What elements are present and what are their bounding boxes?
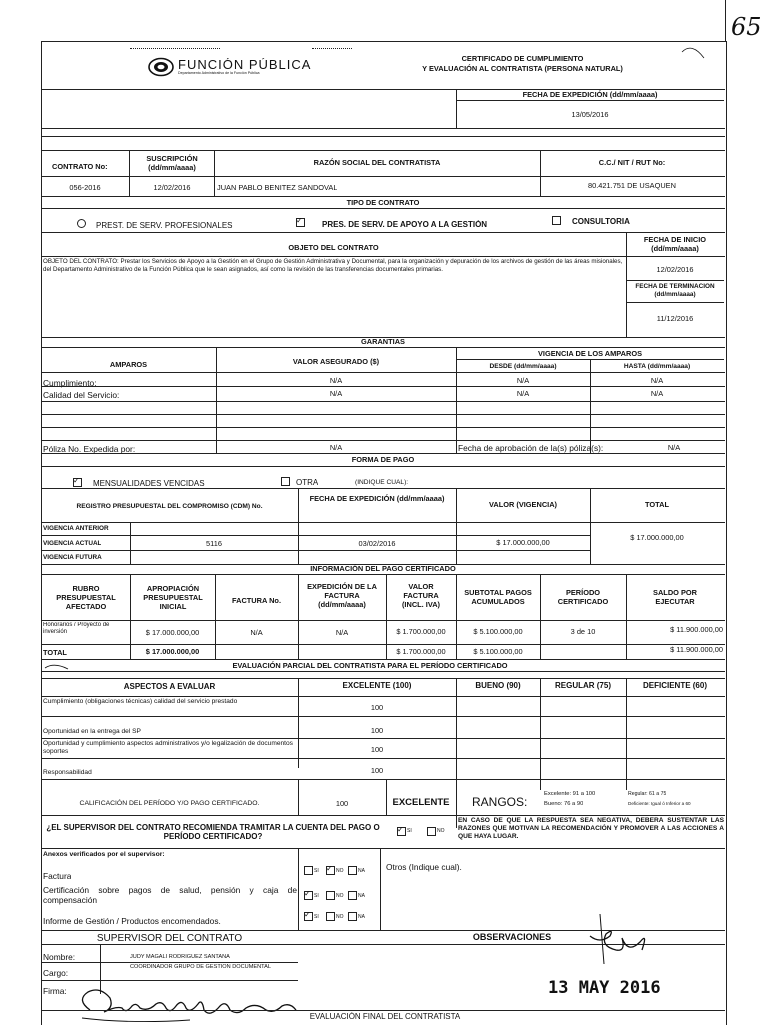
col-rubro: RUBRO PRESUPUESTAL AFECTADO	[56, 584, 116, 611]
vigencia-anterior: VIGENCIA ANTERIOR	[43, 525, 109, 532]
cargo-value: COORDINADOR GRUPO DE GESTION DOCUMENTAL	[130, 964, 271, 970]
valor-vigencia-label: VALOR (VIGENCIA)	[488, 500, 558, 509]
annexes-label: Anexos verificados por el supervisor:	[43, 851, 165, 858]
observaciones-label: OBSERVACIONES	[472, 932, 552, 942]
amparos-label: AMPAROS	[109, 360, 148, 369]
checkbox-consultoria[interactable]	[552, 216, 561, 225]
otros-label: Otros (Indique cual).	[386, 862, 462, 872]
issue-date-label: FECHA DE EXPEDICIÓN (dd/mm/aaaa)	[522, 90, 658, 99]
bueno-label: BUENO (90)	[475, 681, 521, 690]
doc-title-line1: CERTIFICADO DE CUMPLIMIENTO	[461, 54, 584, 63]
logo-text: FUNCIÓN PÚBLICA	[178, 58, 312, 72]
logo-emblem-icon	[148, 57, 174, 77]
check-mark-icon: ✓	[397, 825, 404, 834]
check-mark-icon: ✓	[326, 864, 333, 873]
checkbox-otra[interactable]	[281, 477, 290, 486]
annex-factura: Factura	[43, 871, 72, 881]
check-mark-icon: ✓	[304, 910, 311, 919]
subscription-value: 12/02/2016	[153, 183, 191, 192]
informe-no-label: NO	[336, 914, 344, 920]
supervisor-label: SUPERVISOR DEL CONTRATO	[96, 933, 243, 944]
recommendation-question: ¿EL SUPERVISOR DEL CONTRATO RECOMIENDA TRAMITAR LA CUENTA DEL PAGO O PERÍODO CERTIFICADO?	[46, 823, 380, 841]
nombre-label: Nombre:	[43, 952, 76, 962]
approval-label: Fecha de aprobación de la(s) póliza(s):	[458, 443, 604, 453]
eval-score: 100	[370, 726, 384, 735]
calificacion-label: CALIFICACIÓN DEL PERÍODO Y/O PAGO CERTIFICADO.	[79, 800, 260, 807]
contract-number-value: 056-2016	[69, 183, 101, 192]
guarantee-row-desde: N/A	[516, 389, 530, 398]
end-date-label: FECHA DE TERMINACIÓN (dd/mm/aaaa)	[635, 283, 715, 298]
start-date-label: FECHA DE INICIO (dd/mm/aaaa)	[643, 235, 707, 253]
hasta-label: HASTA (dd/mm/aaaa)	[623, 363, 691, 370]
row-rubro: Honorarios / Proyecto de inversión	[43, 622, 110, 635]
guarantee-row-amparo: Calidad del Servicio:	[43, 390, 120, 400]
annex-informe: Informe de Gestión / Productos encomendados.	[43, 916, 221, 926]
checkbox-certificacion-no[interactable]	[326, 891, 335, 900]
start-date-value: 12/02/2016	[656, 265, 694, 274]
total-row-label: TOTAL	[43, 648, 67, 657]
check-mark-icon: ✓	[296, 216, 303, 225]
company-value: JUAN PABLO BENITEZ SANDOVAL	[217, 183, 338, 192]
option-otra: OTRA	[296, 478, 319, 487]
factura-no-label: NO	[336, 868, 344, 874]
rango-regular: Regular: 61 a 75	[628, 791, 667, 797]
guarantee-row-valor: N/A	[329, 389, 343, 398]
row-expedicion: N/A	[335, 628, 349, 637]
id-value: 80.421.751 DE USAQUEN	[588, 181, 676, 190]
margin-line	[725, 0, 726, 41]
actual-valor: $ 17.000.000,00	[496, 538, 550, 547]
rango-bueno: Bueno: 76 a 90	[544, 801, 584, 807]
row-valor: $ 1.700.000,00	[396, 627, 446, 636]
page-number: 65	[731, 14, 762, 40]
radio-prest-profesionales[interactable]	[77, 219, 86, 228]
total-label: TOTAL	[645, 500, 669, 509]
vigencia-futura: VIGENCIA FUTURA	[43, 554, 102, 561]
guarantee-row-amparo: Cumplimiento:	[43, 378, 97, 388]
checkbox-informe-na[interactable]	[348, 912, 357, 921]
certificacion-no-label: NO	[336, 893, 344, 899]
guarantees-label: GARANTIAS	[361, 337, 405, 346]
option-prest-profesionales: PREST. DE SERV. PROFESIONALES	[96, 221, 233, 230]
guarantee-row-hasta: N/A	[650, 376, 664, 385]
checkbox-informe-no[interactable]	[326, 912, 335, 921]
check-mark-icon: ✓	[73, 476, 80, 485]
guarantee-row-valor: N/A	[329, 376, 343, 385]
evaluation-label: EVALUACIÓN PARCIAL DEL CONTRATISTA PARA EL PERÍODO CERTIFICADO	[232, 661, 508, 670]
logo	[148, 55, 328, 79]
rango-deficiente: Deficiente: Igual ó Inferior a 60	[628, 801, 691, 806]
calificacion-value: 100	[335, 799, 349, 808]
indique-cual-label: (INDIQUE CUAL):	[355, 479, 409, 486]
desde-label: DESDE (dd/mm/aaaa)	[489, 363, 557, 370]
valor-asegurado-label: VALOR ASEGURADO ($)	[292, 357, 380, 366]
option-mensualidades: MENSUALIDADES VENCIDAS	[93, 479, 205, 488]
regular-label: REGULAR (75)	[554, 681, 611, 690]
nombre-value: JUDY MAGALI RODRIGUEZ SANTANA	[130, 954, 230, 960]
total-valor: $ 1.700.000,00	[396, 647, 446, 656]
option-apoyo-gestion: PRES. DE SERV. DE APOYO A LA GESTIÓN	[322, 220, 488, 229]
fecha-expedicion-label: FECHA DE EXPEDICIÓN (dd/mm/aaaa)	[309, 494, 445, 503]
total-apropiacion: $ 17.000.000,00	[145, 647, 200, 656]
col-periodo: PERÍODO CERTIFICADO	[557, 588, 609, 606]
recommend-no-label: NO	[437, 828, 445, 834]
calificacion-word: EXCELENTE	[392, 797, 450, 808]
informe-si-label: SI	[314, 914, 319, 920]
col-valor-factura: VALOR FACTURA (INCL. IVA)	[401, 582, 441, 609]
corner-mark	[680, 44, 710, 74]
poliza-label: Póliza No. Expedida por:	[43, 444, 136, 454]
poliza-valor: N/A	[329, 443, 343, 452]
row-apropiacion: $ 17.000.000,00	[145, 628, 200, 637]
doc-title-line2: Y EVALUACIÓN AL CONTRATISTA (PERSONA NATURAL)	[422, 64, 623, 73]
rango-excelente: Excelente: 91 a 100	[544, 791, 596, 797]
id-label: C.C./ NIT / RUT No:	[598, 158, 666, 167]
factura-na-label: NA	[358, 868, 365, 874]
eval-score: 100	[370, 703, 384, 712]
eval-aspect: Oportunidad y cumplimiento aspectos administrativos y/o legalización de documentos soportes	[43, 740, 293, 755]
informe-na-label: NA	[358, 914, 365, 920]
checkbox-certificacion-na[interactable]	[348, 891, 357, 900]
subscription-label: SUSCRIPCIÓN (dd/mm/aaaa)	[146, 154, 198, 172]
deficiente-label: DEFICIENTE (60)	[642, 681, 707, 690]
row-subtotal: $ 5.100.000,00	[473, 627, 523, 636]
logo-subtext: Departamento Administrativo de la Función Pública	[178, 71, 260, 75]
contract-number-label: CONTRATO No:	[52, 162, 108, 171]
issue-date-value: 13/05/2016	[571, 110, 609, 119]
guarantee-row-hasta: N/A	[650, 389, 664, 398]
actual-registro: 5116	[206, 539, 222, 548]
company-label: RAZÓN SOCIAL DEL CONTRATISTA	[313, 158, 441, 167]
contract-type-label: TIPO DE CONTRATO	[346, 198, 420, 207]
final-eval-label: EVALUACIÓN FINAL DEL CONTRATISTA	[309, 1012, 461, 1021]
checkbox-factura-si[interactable]	[304, 866, 313, 875]
col-expedicion: EXPEDICIÓN DE LA FACTURA (dd/mm/aaaa)	[307, 582, 377, 609]
col-saldo: SALDO POR EJECUTAR	[653, 588, 697, 606]
actual-fecha: 03/02/2016	[358, 539, 396, 548]
eval-score: 100	[370, 766, 384, 775]
payment-info-label: INFORMACIÓN DEL PAGO CERTIFICADO	[310, 564, 456, 573]
approval-value: N/A	[667, 443, 681, 452]
rangos-label: RANGOS:	[472, 795, 528, 809]
stamp-date: 13 MAY 2016	[548, 978, 661, 998]
eval-aspect: Responsabilidad	[43, 769, 92, 776]
object-label: OBJETO DEL CONTRATO	[288, 243, 379, 252]
registro-label: REGISTRO PRESUPUESTAL DEL COMPROMISO (CDM) No.	[76, 503, 263, 510]
checkbox-factura-na[interactable]	[348, 866, 357, 875]
factura-si-label: SI	[314, 868, 319, 874]
check-mark-icon: ✓	[304, 889, 311, 898]
row-periodo: 3 de 10	[570, 627, 596, 636]
vigencia-label: VIGENCIA DE LOS AMPAROS	[537, 349, 643, 358]
eval-aspect: Cumplimiento (obligaciones técnicas) calidad del servicio prestado	[43, 698, 238, 705]
total-saldo: $ 11.900.000,00	[670, 645, 723, 654]
object-text: OBJETO DEL CONTRATO: Prestar los Servicios de Apoyo a la Gestión en el Grupo de Gestión Administrativa y Documental, para la organización y depuración de los archivos de gestión de las áreas misionales, del Departamento Administrativo de la Función Pública que le sean asignados, así como la revisión de las transferencias documentales primarias.	[43, 258, 623, 273]
eval-score: 100	[370, 745, 384, 754]
col-subtotal: SUBTOTAL PAGOS ACUMULADOS	[464, 588, 532, 606]
vigencia-actual: VIGENCIA ACTUAL	[43, 540, 102, 547]
excelente-label: EXCELENTE (100)	[342, 681, 412, 690]
budget-total: $ 17.000.000,00	[630, 533, 684, 542]
aspectos-label: ASPECTOS A EVALUAR	[123, 682, 216, 691]
annex-certificacion: Certificación sobre pagos de salud, pensión y caja de compensación	[43, 885, 297, 905]
checkbox-recommend-no[interactable]	[427, 827, 436, 836]
certificacion-na-label: NA	[358, 893, 365, 899]
guarantee-row-desde: N/A	[516, 376, 530, 385]
firma-label: Firma:	[43, 986, 67, 996]
col-apropiacion: APROPIACIÓN PRESUPUESTAL INICIAL	[143, 584, 203, 611]
total-subtotal: $ 5.100.000,00	[473, 647, 523, 656]
row-saldo: $ 11.900.000,00	[670, 625, 723, 634]
recommendation-note: EN CASO DE QUE LA RESPUESTA SEA NEGATIVA, DEBERÁ SUSTENTAR LAS RAZONES QUE MOTIVAN LA RECOMENDACIÓN Y PROMOVER A LAS ACCIONES A QUE HAYA LUGAR.	[458, 817, 724, 840]
row-factura: N/A	[250, 628, 263, 637]
eval-aspect: Oportunidad en la entrega del SP	[43, 728, 141, 735]
payment-form-label: FORMA DE PAGO	[351, 455, 415, 464]
certificacion-si-label: SI	[314, 893, 319, 899]
option-consultoria: CONSULTORIA	[572, 217, 630, 226]
recommend-si-label: SI	[407, 828, 412, 834]
end-date-value: 11/12/2016	[656, 314, 694, 323]
observations-signature	[570, 908, 670, 970]
col-factura: FACTURA No.	[232, 596, 281, 605]
cargo-label: Cargo:	[43, 968, 69, 978]
